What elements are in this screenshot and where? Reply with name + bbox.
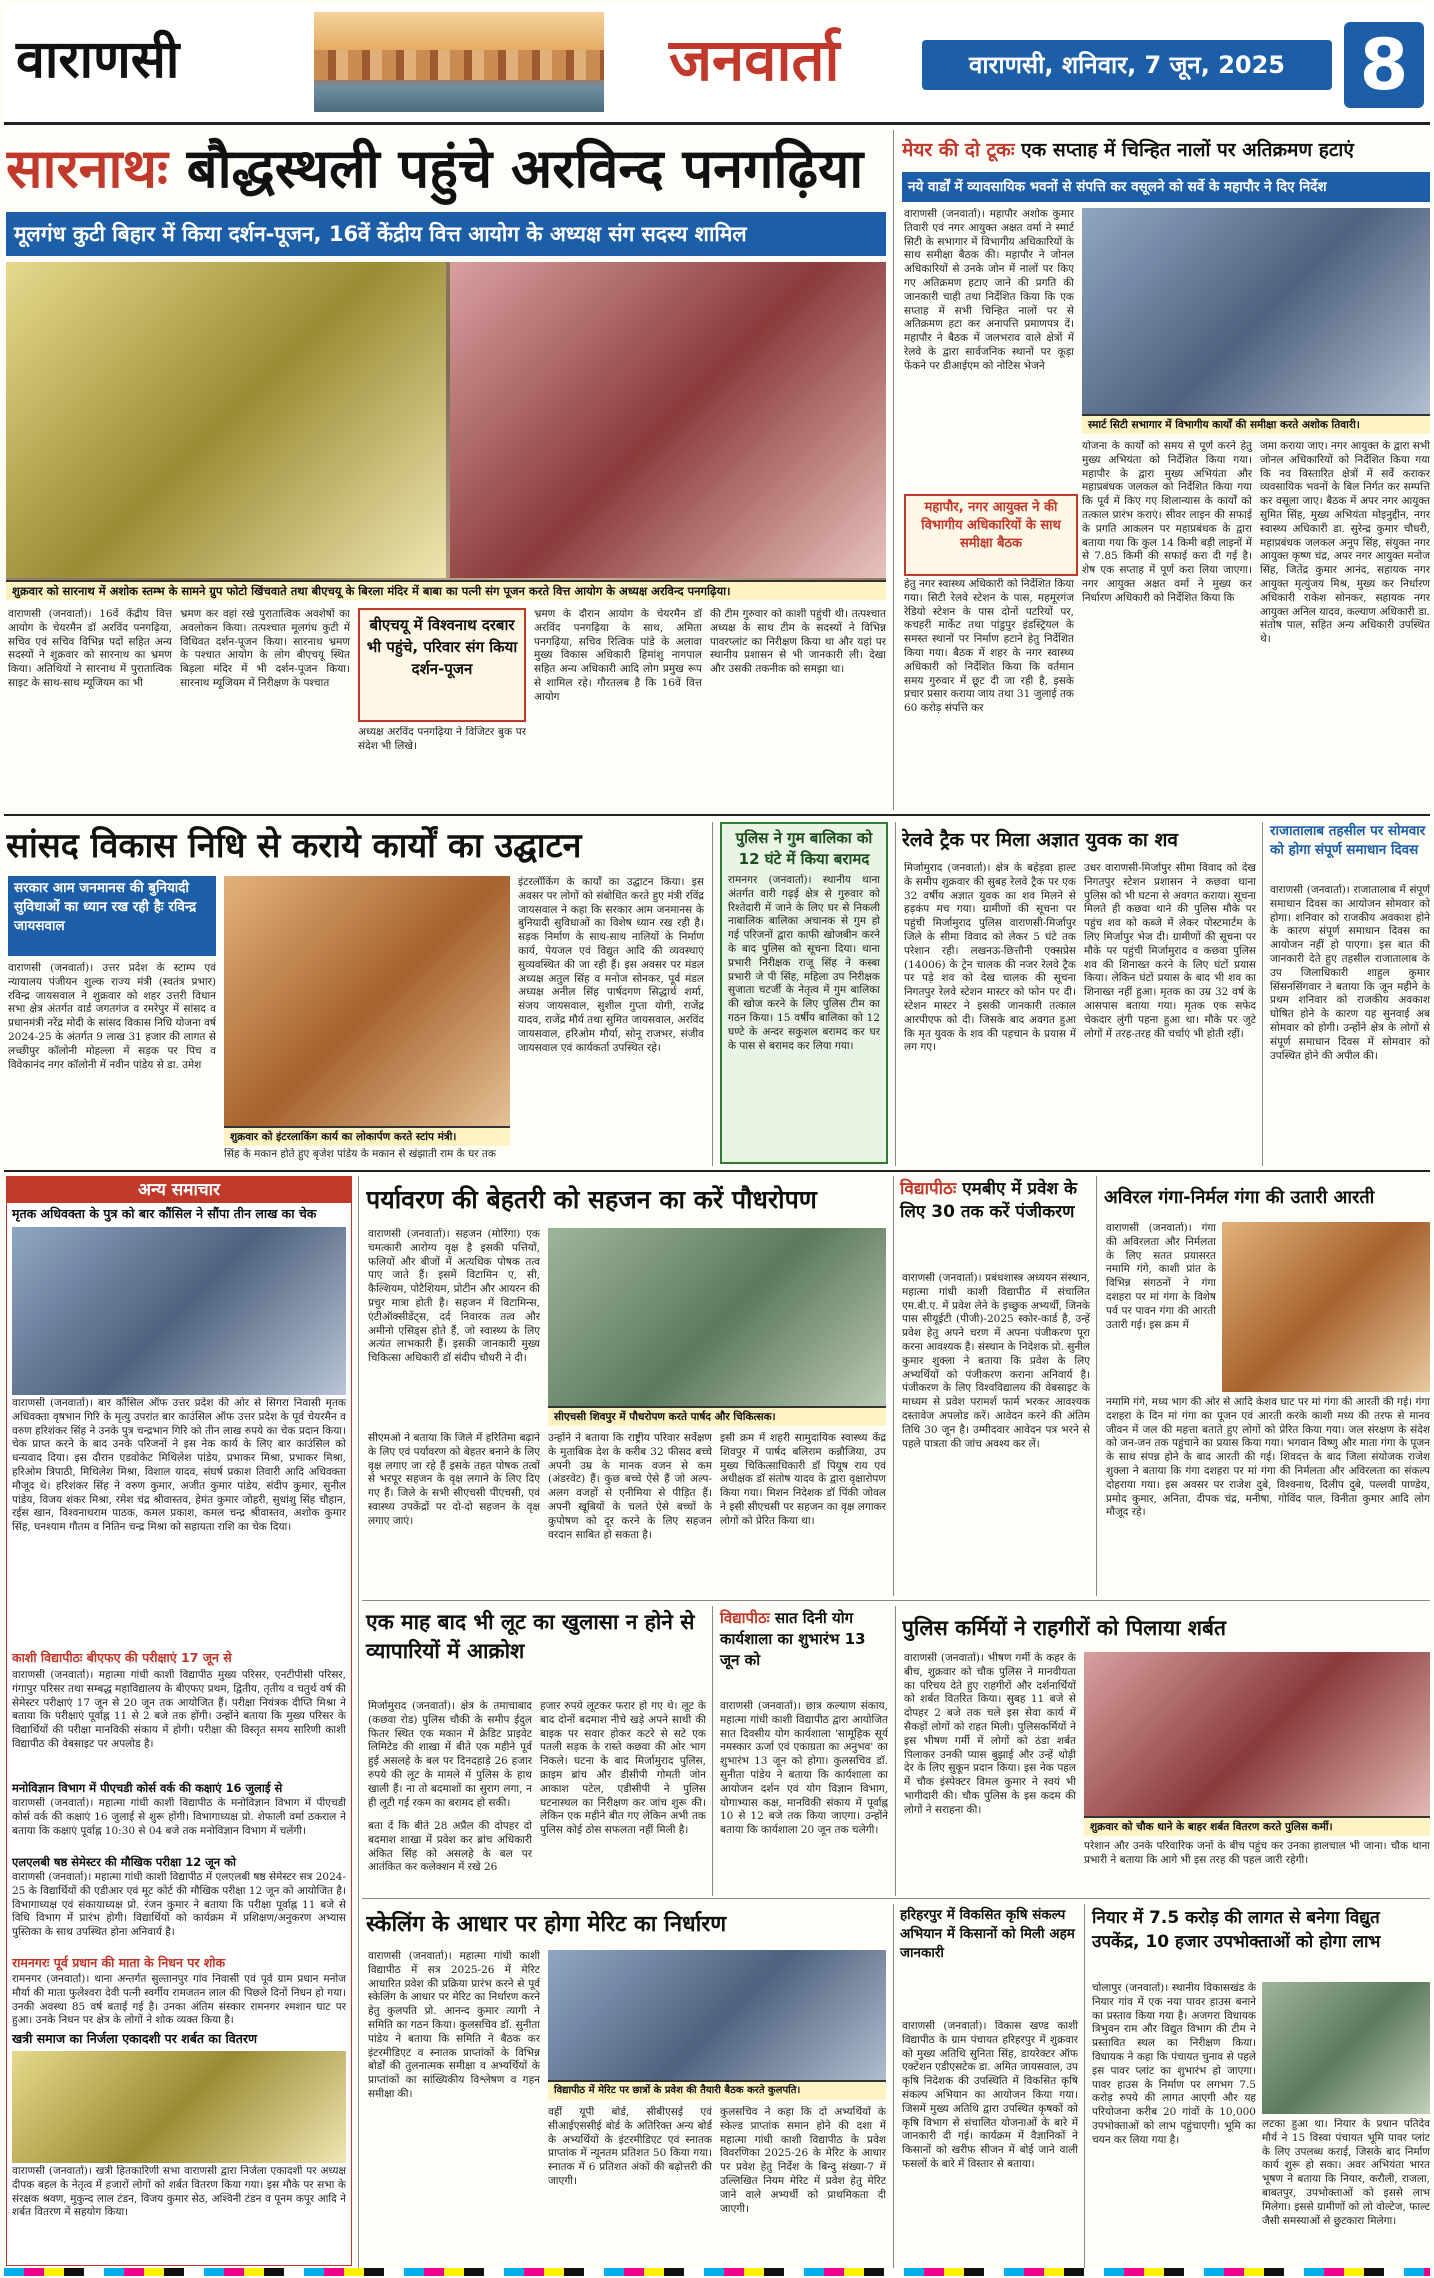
lead-body-col2: भ्रमण कर वहां रखे पुरातात्विक अवशेषों का अवलोकन किया। तत्पश्चात मूलगंध कुटी में विधिवत दर्शन-पूजन किया। सारनाथ भ्रमण के पश्चात आयोग के लोग बीएचयू स्थित बिड़ला मंदिर में भी दर्शन-पूजन किया। सारनाथ म्यूजियम में निरीक्षण के पश्चात <box>180 608 350 689</box>
other-news-photo1 <box>12 1227 346 1395</box>
krishi-headline: हरिहरपुर में विकसित कृषि संकल्प अभियान में किसानों को मिली अहम जानकारी <box>900 1907 1075 1961</box>
other-news-b2: वाराणसी (जनवार्ता)। महात्मा गांधी काशी विद्यापीठ मुख्य परिसर, एनटीपीसी परिसर, गंगापुर परिसर तथा सम्बद्ध महाविद्यालय के बीएफए प्रथम, द्वितीय, तृतीय व चतुर्थ वर्ष की सेमेस्टर परीक्षाएं 17 जून से 20 जून तक आयोजित हैं। परीक्षा नियंत्रक दीप्ति मिश्रा ने बताया कि परीक्षाएं पूर्वाह्न 11 से 2 बजे तक होंगी। उन्होंने बताया कि मुख्य परिसर के विद्यार्थियों की परीक्षा मानविकी संकाय में होगी। परीक्षा की विस्तृत समय सारिणी काशी विद्यापीठ की वेबसाइट पर अपलोड है। <box>12 1669 346 1750</box>
other-news-h1: मृतक अधिवक्ता के पुत्र को बार कौंसिल ने सौंपा तीन लाख का चेक <box>12 1206 317 1221</box>
lead-side-box <box>358 608 526 722</box>
mayor-body-col1: वाराणसी (जनवार्ता)। महापौर अशोक कुमार तिवारी एवं नगर आयुक्त अक्षत वर्मा ने स्मार्ट सिटी के सभागार में विभागीय अधिकारियों के साथ समीक्षा बैठक की। महापौर ने जोनल अधिकारियों से उनके जोन में नालों पर किए गए अतिक्रमण हटाए जाने की प्रगति की जानकारी चाही तथा निर्देशित किया कि एक सप्ताह में सभी चिन्हित नालों पर से अतिक्रमण हटा कर अनापत्ति प्रमाणपत्र दें। महापौर ने बैठक में जलभराव वाले क्षेत्रों में रेलवे के द्वारा सार्वजनिक स्थानों पर कूड़ा फेंकने पर डीआईएम को नोटिस भेजने <box>904 208 1074 372</box>
skating-body-col3: कुलसचिव ने कहा कि दो अभ्यर्थियों के स्केल्ड प्राप्तांक समान होने की दशा में महात्मा गांधी काशी विद्यापीठ के प्रवेश विवरणिका 2025-26 के मेरिट के आधार पर प्रवेश हेतु निर्देश के बिन्दु संख्या-7 में उल्लिखित नियम मेरिट में प्रवेश हेतु मेरिट जाने वाले अभ्यर्थी को प्राथमिकता दी जाएगी। <box>720 2106 886 2215</box>
other-news-h6: खत्री समाज का निर्जला एकादशी पर शर्बत का वितरण <box>12 2031 258 2046</box>
lead-body-col4: भ्रमण के दौरान आयोग के चेयरमैन डॉ अरविंद पनगढ़िया के साथ, अमिता पनगढ़िया, सचिव रित्विक पांडे के अलावा मुख्य विकास अधिकारी हिमांशु नागपाल सहित अन्य अधिकारी आदि लोग प्रमुख रूप से शामिल रहे। गौरतलब है कि 16वें वित्त आयोग <box>534 608 702 703</box>
robbery-headline: एक माह बाद भी लूट का खुलासा न होने से व्यापारियों में आक्रोश <box>366 1610 695 1663</box>
railway-body-col1: मिर्जामुराद (जनवार्ता)। क्षेत्र के बहेड़वा हाल्ट के समीप शुक्रवार की सुबह रेलवे ट्रैक पर एक 32 वर्षीय अज्ञात युवक का शव मिलने से हड़कंप मच गया। ग्रामीणों की सूचना पर पहुंची मिर्जामुराद पुलिस वाराणसी-मिर्जापुर जिले के सीमा विवाद को लेकर 5 घंटे तक परेशान रही। लखनऊ-छित्तौनी एक्सप्रेस (14006) के ट्रेन चालक की नजर रेलवे ट्रैक पर पड़े शव को देख चालक की सूचना निगतपुर रेलवे स्टेशन मास्टर को फोन पर दी। स्टेशन मास्टर ने इसकी जानकारी तत्काल आरपीएफ को दी। जिसके बाद अवगत हुआ कि मृत युवक के शव की पहचान के प्रयास में लग गए। <box>904 862 1076 1054</box>
lead-headline-black: बौद्धस्थली पहुंचे अरविन्द पनगढ़िया <box>186 137 864 200</box>
lead-headline-red: सारनाथः <box>6 137 168 200</box>
skating-body-col1: वाराणसी (जनवार्ता)। महात्मा गांधी काशी विद्यापीठ में सत्र 2025-26 में मेरिट आधारित प्रवेश की प्रक्रिया प्रारंभ करने से पूर्व स्केलिंग के आधार पर मेरिट का निर्धारण करने हेतु कुलपति प्रो. आनन्द कुमार त्यागी ने समिति का गठन किया। कुलसचिव डॉ. सुनीता पांडेय ने बताया कि समिति ने बैठक कर इंटरमीडिएट व स्नातक प्राप्तांकों के विभिन्न बोर्डों की तुलनात्मक समीक्षा व अभ्यर्थियों के प्राप्तांकों का सांख्यिकीय विश्लेषण व गहन समीक्षा की। <box>368 1950 540 2100</box>
environment-body-col1: वाराणसी (जनवार्ता)। सहजन (मोरिंगा) एक चमत्कारी आरोग्य वृक्ष है इसकी पत्तियों, फलियों और बीजों में अत्यधिक पोषक तत्व पाए जाते हैं। इसमें विटामिन ए, सी, कैल्शियम, पोटैशियम, प्रोटीन और आयरन की प्रचुर मात्रा होती है। सहजन में विटामिन्स, एंटीऑक्सीडेंट्स, दर्द निवारक तत्व और अमीनो एसिड्स होते हैं, जो स्वास्थ्य के लिए अत्यंत लाभकारी हैं। इसकी जानकारी मुख्य चिकित्सा अधिकारी डॉ संदीप चौधरी ने दी। <box>368 1228 540 1365</box>
power-body-col2: लटका हुआ था। नियार के प्रधान पतिदेव मौर्य ने 15 विस्वा पंचायत भूमि पावर प्लांट के लिए उपलब्ध कराई, जिसके बाद निर्माण कार्य शुरू हो सका। अवर अभियंता भारत भूषण ने बताया कि नियार, करौली, राजला, बाबतपुर, उपभोक्ताओं को इससे लाभ मिलेगा। इससे ग्रामीणों को लो वोल्टेज, फाल्ट जैसी समस्याओं से छुटकारा मिलेगा। <box>1262 2118 1430 2227</box>
sherbet-photo-caption: शुक्रवार को चौक थाने के बाहर शर्बत वितरण करते पुलिस कर्मी। <box>1084 1816 1430 1836</box>
mpfund-headline: सांसद विकास निधि से कराये कार्यों का उद्घाटन <box>6 826 582 866</box>
mpfund-side-heading: सरकार आम जनमानस की बुनियादी सुविधाओं का ध्यान रख रही हैः रविन्द्र जायसवाल <box>14 880 197 934</box>
yoga-headline-red: विद्यापीठः <box>720 1609 770 1627</box>
lead-photo <box>6 262 886 600</box>
lead-photo-temple <box>450 262 886 578</box>
skating-body-col2: वहीं यूपी बोर्ड, सीबीएसई एवं सीआईएससीई बोर्ड के अतिरिक्त अन्य बोर्ड के अभ्यर्थियों के इंटरमीडिएट एवं स्नातक प्राप्तांक में न्यूनतम प्रतिशत 50 किया गया। स्नातक में 6 प्रतिशत अंकों की बढ़ोत्तरी की जाएगी। <box>548 2106 712 2187</box>
mayor-side-heading: महापौर, नगर आयुक्त ने की विभागीय अधिकारियों के साथ समीक्षा बैठक <box>921 500 1061 551</box>
other-news-b6: वाराणसी (जनवार्ता)। खत्री हितकारिणी सभा वाराणसी द्वारा निर्जला एकादशी पर अध्यक्ष दीपक बहल के नेतृत्व में हजारों लोगों को शर्बत वितरण किया गया। इस मौके पर सभा के संरक्षक श्रवण, मुकुन्द लाल टंडन, विजय कुमार सेठ, अश्विनी टंडन व पूनम कपूर आदि ने शर्बत वितरण में सहयोग किया। <box>12 2165 346 2219</box>
rajatalab-body: वाराणसी (जनवार्ता)। राजातालाब में संपूर्ण समाधान दिवस का आयोजन सोमवार को होगा। शनिवार को राजकीय अवकाश होने के कारण संपूर्ण समाधान दिवस का आयोजन नहीं हो पाएगा। इस बात की जानकारी देते हुए तहसील राजातालाब के उप जिलाधिकारी शाहुल कुमार सिंसनसिंगवार ने बताया कि जून महीने के प्रथम शनिवार को राजकीय अवकाश घोषित होने के कारण यह सुनवाई अब सोमवार को होगी। उन्होंने क्षेत्र के लोगों से संपूर्ण समाधान दिवस में सोमवार को उपस्थित होने की अपील की। <box>1270 884 1430 1062</box>
masthead <box>4 4 1430 125</box>
other-news-b3: वाराणसी (जनवार्ता)। महात्मा गांधी काशी विद्यापीठ के मनोविज्ञान विभाग में पीएचडी कोर्स वर्क की कक्षाएं 16 जुलाई से शुरू होंगी। विभागाध्यक्ष प्रो. शेफाली वर्मा ठकराल ने बताया कि कक्षाएं पूर्वाह्न 10:30 से 04 बजे तक मनोविज्ञान विभाग में चलेंगी। <box>12 1797 346 1837</box>
mayor-photo <box>1082 208 1430 434</box>
mpfund-photo-caption: शुक्रवार को इंटरलाकिंग कार्य का लोकार्पण करते स्टांप मंत्री। <box>224 1126 510 1146</box>
mayor-subhead: नये वार्डों में व्यावसायिक भवनों से संपत्ति कर वसूलने को सर्वे के महापौर ने दिए निर्देश <box>902 172 1430 202</box>
sherbet-body-col2: परेशान और उनके परिवारिक जनों के बीच पहुंच कर उनका हालचाल भी जाना। चौक थाना प्रभारी ने बताया कि आगे भी इस तरह की पहल जारी रहेगी। <box>1084 1840 1430 1866</box>
power-headline: नियार में 7.5 करोड़ की लागत से बनेगा विद्युत उपकेंद्र, 10 हजार उपभोक्ताओं को होगा लाभ <box>1092 1908 1381 1952</box>
mayor-body-col2: हेतु नगर स्वास्थ्य अधिकारी को निर्देशित किया गया। सिटी रेलवे स्टेशन के पास, महमूरगंज रेडियो स्टेशन के पास दोनों पटरियों पर, कचहरी मार्केट तथा पांडुपुर इंडस्ट्रियल के समस्त स्थानों पर निर्माण हटाने हेतु निर्देशित किया गया। बैठक में शहर के नगर स्वास्थ्य अधिकारी को निर्देशित किया कि वर्तमान समय गुरुवार में छूट दी जा रही है, इसके प्रचार प्रसार कराया जाय तथा 31 जुलाई तक 60 करोड़ संपत्ति कर <box>904 578 1074 715</box>
environment-photo <box>548 1228 886 1426</box>
lead-subhead: मूलगंध कुटी बिहार में किया दर्शन-पूजन, 16वें केंद्रीय वित्त आयोग के अध्यक्ष संग सदस्य शामिल <box>6 212 886 256</box>
krishi-body: वाराणसी (जनवार्ता)। विकास खण्ड काशी विद्यापीठ के ग्राम पंचायत हरिहरपुर में शुक्रवार को मुख्य अतिथि सुनिता सिंह, डायरेक्टर ऑफ एक्टेंशन एडीएसटेक डा. अमित जायसवाल, उप कृषि निदेशक की उपस्थिति में विकसित कृषि संकल्प अभियान का आयोजन किया गया। जिसमें मुख्य अतिथि द्वारा उपस्थित कृषकों को कृषि विभाग से संचालित योजनाओं के बारे में जानकारी दी गई। कार्यक्रम में वैज्ञानिकों ने किसानों को खरीफ सीजन में बोई जाने वाली फसलों के बारे में विस्तार से बताया। <box>902 2020 1078 2170</box>
masthead-paper-name: जनवार्ता <box>669 26 840 94</box>
other-news-b5: रामनगर (जनवार्ता)। थाना अन्तर्गत सुल्तानपुर गांव निवासी एवं पूर्व ग्राम प्रधान मनोज मौर्या की माता फुलेश्वरा देवी पत्नी स्वर्गीय रामजतन लाल की पिछले दिनों निधन हो गया। उनकी अवस्था 85 वर्ष बताई गई है। उनका अंतिम संस्कार रामनगर श्मशान घाट पर हुआ। उनके निधन पर क्षेत्र के लोगों ने शोक व्यक्त किया है। <box>12 1973 346 2027</box>
mpfund-body-col2: सिंह के मकान होते हुए बृजेश पांडेय के मकान से खंझाती राम के घर तक <box>224 1148 496 1160</box>
other-news-h3: मनोविज्ञान विभाग में पीएचडी कोर्स वर्क की कक्षाएं 16 जुलाई से <box>12 1781 283 1795</box>
mpfund-body-col3: इंटरलॉकिंग के कार्यों का उद्घाटन किया। इस अवसर पर लोगों को संबोधित करते हुए मंत्री रविंद्र जायसवाल ने कहा कि सरकार आम जनमानस के बुनियादी सुविधाओं का विशेष ध्यान रख रही है। सड़क निर्माण के साथ-साथ नालियों के निर्माण कार्य, पेयजल एवं विद्युत आदि की व्यवस्थाएं सुव्यवस्थित की जा रही हैं। इस अवसर पर मंडल अध्यक्ष अतुल सिंह व मनोज सोनकर, पूर्व मंडल अध्यक्ष अनील सिंह पार्षदगण सिद्धार्थ शर्मा, संजय जायसवाल, सुशील गुप्ता योगी, राजेंद्र यादव, राजेंद्र मौर्य तथा सुमित जायसवाल, अरविंद जायसवाल, हरिओम मौर्या, सोनू राजभर, संजीव जायसवाल एवं कार्यकर्ता उपस्थित रहे। <box>518 876 704 1054</box>
environment-headline: पर्यावरण की बेहतरी को सहजन का करें पौधरोपण <box>366 1185 817 1214</box>
mayor-headline-black: एक सप्ताह में चिन्हित नालों पर अतिक्रमण हटाएं <box>1021 139 1354 161</box>
lead-photo-caption: शुक्रवार को सारनाथ में अशोक स्तम्भ के सामने ग्रुप फोटो खिंचवाते तथा बीएचयू के बिरला मंदिर में बाबा का पत्नी संग पूजन करते वित्त आयोग के अध्यक्ष अरविन्द पनगढ़िया। <box>6 580 886 600</box>
ganga-body-col2: नमामि गंगे, मध्य भाग की ओर से आदि केशव घाट पर मां गंगा की आरती की गई। गंगा दशहरा के दिन मां गंगा का पूजन एवं आरती करके काशी मध्य की तरफ से मानव जीवन में जल की महत्ता बताते हुए लोगों को प्रेरित किया गया। जल संरक्षण के संदेश को जन-जन तक पहुंचाने का प्रयास किया गया। भगवान विष्णु और माता गंगा के पूजन के साथ संपन्न होने के बाद आरती की गई। शिवदत्त के बाद जिला संयोजक राजेश शुक्ला ने बताया कि गंगा दशहरा पर मां गंगा की निर्मलता और अविरलता का संकल्प दोहराया गया। इस अवसर पर राजेश दुबे, विश्वनाथ, दिलीप दुबे, पल्लवी पाण्डेय, प्रमोद कुमार, अनिता, दीपक चंद्र, मनीषा, गोविंद पाल, विनीता कुमार आदि लोग मौजूद रहे। <box>1106 1396 1430 1519</box>
railway-body-col2: उधर वाराणसी-मिर्जापुर सीमा विवाद को देख निगतपुर स्टेशन प्रशासन ने कछवा थाना पुलिस को भी घटना से अवगत कराया। सूचना मिलते ही कछवा थाने की पुलिस मौके पर पहुंच शव को कब्जे में लेकर पोस्टमार्टम के लिए मिर्जापुर भेज दी। ग्रामीणों की सूचना पर मौके पर पहुंची मिर्जामुराद व कछवा पुलिस शव की शिनाख्त करने के लिए घंटों प्रयास किया। लेकिन घंटों प्रयास के बाद भी शव का शिनाख्त नहीं हुआ। मृतक का उम्र 32 वर्ष के आसपास बताया गया। मृतक एक सफेद चेकदार लुंगी पहना हुआ था। मौके पर जुटे लोगों में तरह-तरह की चर्चाएं भी होती रहीं। <box>1084 862 1256 1040</box>
sherbet-photo <box>1084 1652 1430 1836</box>
masthead-dateline: वाराणसी, शनिवार, 7 जून, 2025 <box>922 40 1332 90</box>
environment-photo-caption: सीएचसी शिवपुर में पौधरोपण करते पार्षद और चिकित्सक। <box>548 1406 886 1426</box>
other-news-photo2 <box>12 2051 346 2163</box>
mpfund-photo <box>224 876 510 1146</box>
environment-body-col4: इसी क्रम में शहरी सामुदायिक स्वास्थ्य केंद्र शिवपुर में पार्षद बलिराम कन्नौजिया, उप मुख्य चिकित्साधिकारी डॉ पियूष राय एवं अधीक्षक डॉ संतोष यादव के द्वारा वृक्षारोपण किया गया। मिशन निदेशक डॉ पिंकी जोवल ने इसी सीएचसी पर सहजन का वृक्ष लगाकर लोगों को प्रेरित किया था। <box>720 1432 886 1527</box>
other-news-column <box>6 1176 352 2266</box>
mayor-body-col4: जमा कराया जाए। नगर आयुक्त के द्वारा सभी जोनल अधिकारियों को निर्देशित किया गया कि नव विस्तारित क्षेत्रों में सर्वे कराकर व्यवसायिक भवनों के बिल निर्गत कर सम्पत्ति कर वसूला जाए। बैठक में अपर नगर आयुक्त सुमित सिंह, मुख्य अभियंता मोइनुद्दीन, नगर स्वास्थ्य अधिकारी डा. सुरेन्द्र कुमार चौधरी, महाप्रबंधक जलकल अनूप सिंह, संयुक्त नगर आयुक्त कृष्ण चंद्र, अपर नगर आयुक्त मनोज सिंह, जितेंद्र कुमार आनंद, सहायक नगर आयुक्त मृत्युंजय मिश्र, मुख्य कर निर्धारण अधिकारी राकेश सोनकर, सहायक नगर आयुक्त अनिल यादव, कल्याण अधिकारी डा. संतोष पाल, सहित अन्य अधिकारी उपस्थित थे। <box>1260 440 1430 646</box>
robbery-body-col3: हजार रुपये लूटकर फरार हो गए थे। लूट के बाद दोनों बदमाश नीचे खड़े अपने साथी की बाइक पर सवार होकर कटरे से सटे एक पतली सड़क के रास्ते कछवा की ओर भाग निकले। घटना के बाद मिर्जामुराद पुलिस, क्राइम ब्रांच और डीसीपी गोमती जोन आकाश पटेल, एडीसीपी ने पुलिस घटनास्थल का निरीक्षण कर जांच शुरू की। लेकिन एक महीने बीत गए लेकिन अभी तक पुलिस कोई ठोस सफलता नहीं मिली है। <box>540 1700 706 1837</box>
mayor-body-col3: योजना के कार्यों को समय से पूर्ण करने हेतु मुख्य अभियंता को निर्देशित किया गया। महापौर के द्वारा मुख्य अभियंता और महाप्रबंधक जलकल को निर्देशित किया गया कि पूर्व में किए गए शिलान्यास के कार्यों को तत्काल प्रारंभ कराएं। सीवर लाइन की सफाई के प्रगति आकलन पर महाप्रबंधक के द्वारा बताया गया कि कुल 14 किमी बड़ी लाइनों में से 7.85 किमी की सफाई करा दी गई है। शेष एक सप्ताह में पूर्ण करा लिया जाएगा। नगर आयुक्त अक्षत वर्मा ने मुख्य कर निर्धारण अधिकारी को निर्देशित किया कि <box>1082 440 1252 604</box>
lead-side-heading: बीएचयू में विश्वनाथ दरबार भी पहुंचे, परिवार संग किया दर्शन-पूजन <box>366 616 518 678</box>
page-number: 8 <box>1344 22 1424 108</box>
rajatalab-headline: राजातालाब तहसील पर सोमवार को होगा संपूर्ण समाधान दिवस <box>1270 823 1426 858</box>
sherbet-body-col1: वाराणसी (जनवार्ता)। भीषण गर्मी के कहर के बीच, शुक्रवार को चौक पुलिस ने मानवीयता का परिचय देते हुए राहगीरों और दर्शनार्थियों को शर्बत वितरित किया। सुबह 11 बजे से दोपहर 2 बजे तक चले इस सेवा कार्य में सैकड़ों लोगों को राहत मिली। पुलिसकर्मियों ने इस भीषण गर्मी में लोगों को ठंडा शर्बत पिलाकर उनकी प्यास बुझाई और उन्हें थोड़ी देर के लिए सुकून प्रदान किया। इस नेक पहल में चौक इंस्पेक्टर विमल कुमार ने स्वयं भी भागीदारी की। चौक पुलिस के इस कदम की लोगों ने सराहना की। <box>904 1652 1076 1816</box>
skating-photo <box>548 1950 886 2100</box>
masthead-ghat-photo <box>314 12 604 112</box>
ganga-headline: अविरल गंगा-निर्मल गंगा की उतारी आरती <box>1104 1187 1375 1208</box>
other-news-banner: अन्य समाचार <box>7 1177 351 1203</box>
mba-headline-black: एमबीए में प्रवेश के लिए 30 तक करें पंजीकरण <box>900 1179 1078 1222</box>
lead-photo-group <box>6 262 446 578</box>
mba-body: वाराणसी (जनवार्ता)। प्रबंधशास्त्र अध्ययन संस्थान, महात्मा गांधी काशी विद्यापीठ में संचालित एम.बी.ए. में प्रवेश लेने के इच्छुक अभ्यर्थी, जिनके पास सीयूईटी (पीजी)-2025 स्कोर-कार्ड है, उन्हें प्रवेश हेतु अपने चरण में अपना पंजीकरण पूरा करना आवश्यक है। संस्थान के निदेशक प्रो. सुनील कुमार शुक्ला ने बताया कि प्रवेश के लिए अभ्यर्थियों को पंजीकरण कराना अनिवार्य है। पंजीकरण के लिए विश्वविद्यालय की वेबसाइट के माध्यम से प्रवेश परामर्श फार्म भरकर आवश्यक दस्तावेज अपलोड करें। आवेदन करने की अंतिम तिथि 30 जून है। उम्मीदवार आवेदन पत्र भरने से पहले पात्रता की जांच अवश्य कर लें। <box>902 1272 1090 1450</box>
masthead-city: वाराणसी <box>16 30 180 90</box>
mayor-headline <box>902 130 1430 170</box>
lead-body-col3: अध्यक्ष अरविंद पनगढ़िया ने विजिटर बुक पर संदेश भी लिखे। <box>358 726 526 752</box>
ganga-body-col1: वाराणसी (जनवार्ता)। गंगा की अविरलता और निर्मलता के लिए सतत प्रयासरत नमामि गंगे, काशी प्रांत के विभिन्न संगठनों ने गंगा दशहरा पर मां गंगा के विशेष पर्व पर पावन गंगा की आरती उतारी गई। इस क्रम में <box>1106 1222 1216 1331</box>
environment-body-col3: उन्होंने ने बताया कि राष्ट्रीय परिवार सर्वेक्षण के मुताबिक देश के करीब 32 फीसद बच्चे अपनी उम्र के मानक वजन से कम (अंडरवेट) हैं। कुछ बच्चे ऐसे हैं जो अल्प-अलग वजहों से एनीमिया से पीड़ित हैं। अपनी खूबियों के चलते ऐसे बच्चों के कुपोषण को दूर करने के लिए सहजन वरदान साबित हो सकता है। <box>548 1432 712 1541</box>
other-news-h4: एलएलबी षष्ठ सेमेस्टर की मौखिक परीक्षा 12 जून को <box>12 1855 236 1869</box>
mayor-headline-red: मेयर की दो टूकः <box>902 139 1015 161</box>
lead-body-col5: की टीम गुरुवार को काशी पहुंची थी। तत्पश्चात अध्यक्ष के साथ टीम के सदस्यों ने विभिन्न पावरप्लांट का निरीक्षण किया था और यहां पर स्थानीय प्रशासन से भी जानकारी ली। देखा और उसकी तकनीक को समझा था। <box>710 608 886 676</box>
mayor-side-box <box>904 494 1078 576</box>
skating-photo-caption: विद्यापीठ में मेरिट पर छात्रों के प्रवेश की तैयारी बैठक करते कुलपति। <box>548 2080 886 2100</box>
mayor-photo-caption: स्मार्ट सिटी सभागार में विभागीय कार्यों की समीक्षा करते अशोक तिवारी। <box>1082 414 1430 434</box>
other-news-b4: वाराणसी (जनवार्ता)। महात्मा गांधी काशी विद्यापीठ में एलएलबी षष्ठ सेमेस्टर सत्र 2024-25 के विद्यार्थियों की एडीआर एवं मूट कोर्ट की मौखिक परीक्षा 12 जून को आयोजित है। विभागाध्यक्ष एवं संकायाध्यक्ष प्रो. रंजन कुमार ने बताया कि परीक्षा पूर्वाह्न 11 बजे से विधि विभाग में प्रारंभ होगी। विद्यार्थियों को कार्यक्रम में प्रशिक्षण/अनुकरण अभ्यास पुस्तिका के साथ उपस्थित होना अनिवार्य है। <box>12 1871 346 1939</box>
railway-headline: रेलवे ट्रैक पर मिला अज्ञात युवक का शव <box>902 829 1178 851</box>
mba-headline <box>900 1178 1090 1268</box>
lead-headline <box>6 130 886 208</box>
police-girl-box <box>720 822 888 1164</box>
environment-body-col2: सीएमओ ने बताया कि जिले में हरितिमा बढ़ाने के लिए एवं पर्यावरण को बेहतर बनाने के लिए वृक्ष लगाए जा रहे हैं इसके तहत पोषक तत्वों से भरपूर सहजन के वृक्ष लगाने के लिए दिए गए हैं। जिले के सभी सीएचसी पीएचसी, एवं स्वास्थ्य उपकेंद्रों पर दो-दो सहजन के वृक्ष लगाए जाएं। <box>368 1432 540 1527</box>
mba-headline-red: विद्यापीठः <box>900 1179 957 1199</box>
ganga-photo <box>1222 1222 1430 1392</box>
police-girl-body: रामनगर (जनवार्ता)। स्थानीय थाना अंतर्गत वारी गढ़ई क्षेत्र से गुरुवार को रिश्तेदारी में जाने के लिए घर से निकली नाबालिक बालिका अचानक से गुम हो गई परिजनों द्वारा काफी खोजबीन करने के बाद पुलिस को सूचना दिया। थाना प्रभारी निरीक्षक राजू सिंह ने कस्बा प्रभारी जे पी सिंह, महिला उप निरीक्षक सुजाता चटर्जी के नेतृत्व में गुम बालिका की खोज करने के लिए पुलिस टीम का गठन किया। 15 वर्षीय बालिका को 12 घण्टे के अन्दर सकुशल बरामद कर घर के पास से बरामद कर लिया गया। <box>728 874 880 1052</box>
skating-headline: स्केलिंग के आधार पर होगा मेरिट का निर्धारण <box>366 1912 727 1937</box>
yoga-headline-black: सात दिनी योग कार्यशाला का शुभारंभ 13 जून को <box>720 1609 866 1669</box>
color-registration-bar <box>4 2268 1430 2276</box>
other-news-b1: वाराणसी (जनवार्ता)। बार कौंसिल ऑफ उत्तर प्रदेश की ओर से सिगरा निवासी मृतक अधिवक्ता वृषभान गिरि के मृत्यु उपरांत बार काउंसिल ऑफ उत्तर प्रदेश के पूर्व चेयरमैन व वरुण हरिशंकर सिंह ने उनके पुत्र चन्द्रभान गिरि को तीन लाख रुपये का चेक प्रदान किया। चेक प्राप्त करने के बाद उनके परिजनों ने इस नेक कार्य के लिए बार काउंसिल को धन्यवाद दिया। इस दौरान एडवोकेट मिथिलेश पांडेय, प्रभाकर मिश्रा, प्रभाकर मिश्रा, हरिओम त्रिपाठी, मिथिलेश मिश्रा, विशाल यादव, संघर्ष प्रकाश तिवारी आदि अधिवक्ता मौजूद थे। हरिशंकर सिंह ने वरुण कुमार, अजीत कुमार पांडेय, संदीप कुमार, सुनील पांडेय, विजय शंकर मिश्रा, रमेश चंद्र श्रीवास्तव, हेमंत कुमार जोहरी, सुधांशु सिंह चौहान, रईस खान, विश्वनाथराम पाठक, कमल प्रकाश, कमल चन्द्र श्रीवास्तव, अशोक कुमार सिंह, घनश्याम गौतम व नितिन चन्द्र मिश्रा को सहायता राशि का चेक दिया। <box>12 1397 346 1534</box>
mpfund-side-box <box>8 876 216 956</box>
power-photo <box>1262 1982 1430 2114</box>
other-news-h5: रामनगरः पूर्व प्रधान की माता के निधन पर शोक <box>12 1955 226 1970</box>
sherbet-headline: पुलिस कर्मियों ने राहगीरों को पिलाया शर्बत <box>902 1616 1227 1640</box>
robbery-body-col2: बता दें कि बीते 28 अप्रैल की दोपहर दो बदमाश शाखा में प्रवेश कर ब्रांच अधिकारी अंकित सिंह को असलहे के बल पर आतंकित कर कलेक्शन में रखे 26 <box>368 1820 532 1874</box>
robbery-body-col1: मिर्जामुराद (जनवार्ता)। क्षेत्र के तमाचाबाद (कछवा रोड) पुलिस चौकी के समीप ईदुल फितर स्थित एक मकान में क्रेडिट प्राइवेट लिमिटेड की शाखा में बीते एक महीने पूर्व हुई असलहे के बल पर दिनदहाड़े 26 हजार रुपये की लूट के मामले में पुलिस के हाथ खाली हैं। ना तो बदमाशों का सुराग लगा, न ही लूटी गई रकम का बरामद हो सकी। <box>368 1700 532 1809</box>
yoga-body: वाराणसी (जनवार्ता)। छात्र कल्याण संकाय, महात्मा गांधी काशी विद्यापीठ द्वारा आयोजित सात दिवसीय योग कार्यशाला 'सामूहिक सूर्य नमस्कार ऊर्जा एवं एकाग्रता का अनुभव' का शुभारंभ 13 जून को होगा। कुलसचिव डॉ. सुनीता पांडेय ने बताया कि कार्यशाला का आयोजन दर्शन एवं योग विज्ञान विभाग, योगाभ्यास कक्ष, मानविकी संकाय में पूर्वाह्न 10 से 12 बजे तक किया जाएगा। उन्होंने बताया कि कार्यशाला 20 जून तक चलेगी। <box>720 1700 888 1837</box>
mpfund-body-col1: वाराणसी (जनवार्ता)। उत्तर प्रदेश के स्टाम्प एवं न्यायालय पंजीयन शुल्क राज्य मंत्री (स्वतंत्र प्रभार) रविन्द्र जायसवाल ने शुक्रवार को शहर उत्तरी विधान सभा क्षेत्र अंतर्गत वार्ड जगतगंज व रमरेपुर में सांसद व प्रधानमंत्री नरेंद्र मोदी के सांसद विकास निधि योजना वर्ष 2024-25 के अंतर्गत 9 लाख 31 हजार की लागत से लच्छीपुर कॉलोनी मोहल्ला में सड़क पर पिच व विवेकानंद नगर कॉलोनी में नवीन पांडेय से डा. उमेश <box>8 962 216 1071</box>
police-girl-headline: पुलिस ने गुम बालिका को 12 घंटे में किया बरामद <box>735 829 873 868</box>
power-body: चोलापुर (जनवार्ता)। स्थानीय विकासखंड के नियार गांव में एक नया पावर हाउस बनाने का प्रस्ताव किया गया है। अजगरा विधायक त्रिभुवन राम और विद्युत विभाग की टीम ने प्रस्तावित स्थल का निरीक्षण किया। विधायक ने कहा कि पंचायत चुनाव से पहले इस पावर प्लांट का शुभारंभ हो जाएगा। पावर हाउस के निर्माण पर लगभग 7.5 करोड़ रुपये की लागत आएगी और यह परियोजना करीब 20 गांवों के 10,000 उपभोक्ताओं को लाभ पहुंचाएगी। भूमि का चयन कर लिया गया है। <box>1092 1982 1256 2146</box>
yoga-headline <box>720 1608 888 1698</box>
lead-body-col1: वाराणसी (जनवार्ता)। 16वें केंद्रीय वित्त आयोग के चेयरमैन डॉ अरविंद पनगढ़िया, सचिव एवं सचिव विभिन्न पदों सहित अन्य सदस्यों ने शुक्रवार को सारनाथ का भ्रमण किया। अतिथियों ने सारनाथ में पुरातात्विक साइट के साथ-साथ म्यूजियम का भी <box>8 608 172 689</box>
other-news-h2: काशी विद्यापीठः बीएफए की परीक्षाएं 17 जून से <box>12 1650 232 1665</box>
